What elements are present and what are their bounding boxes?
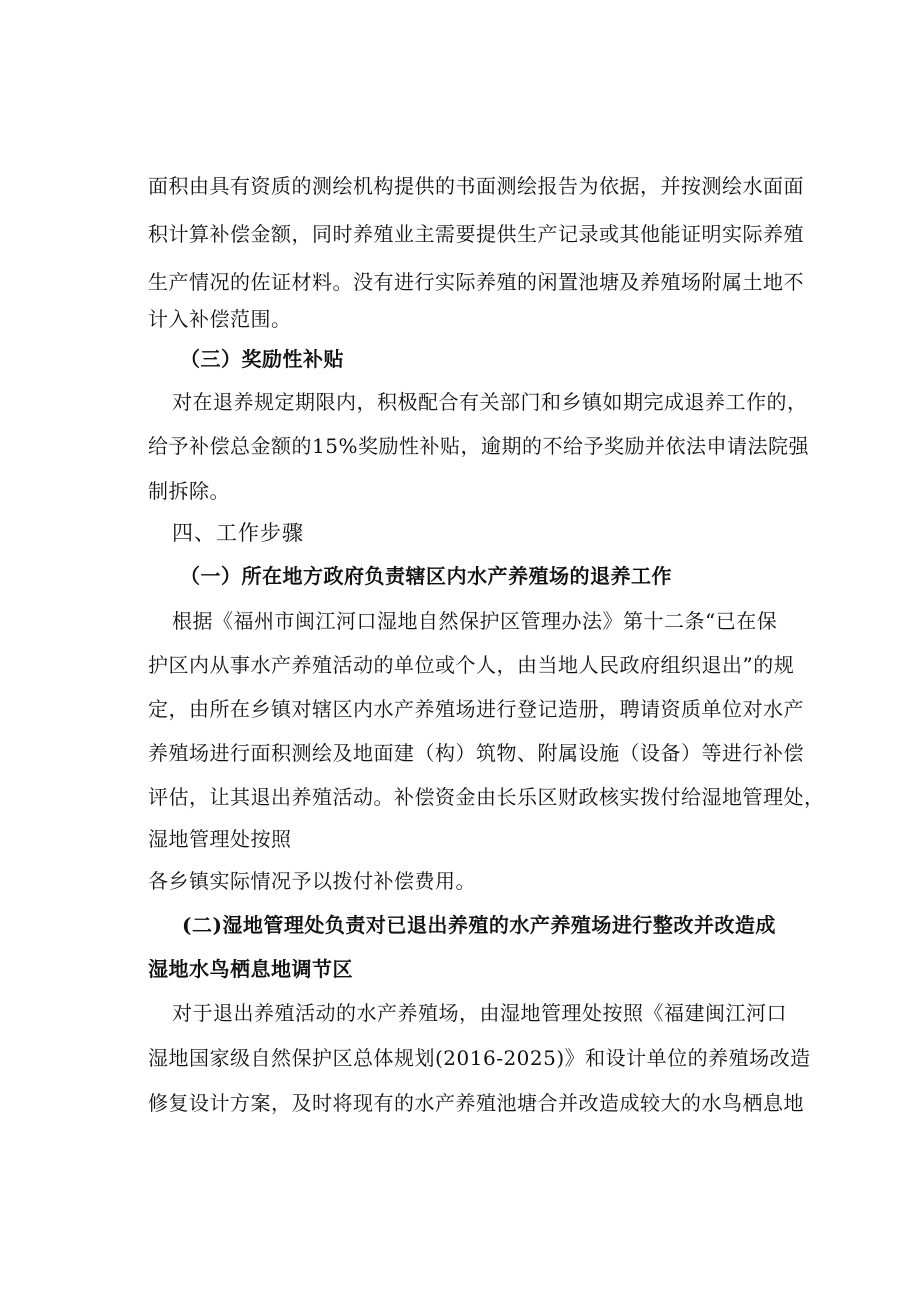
paragraph-line: 湿地国家级自然保护区总体规划(2016-2025)》和设计单位的养殖场改造 [148, 1046, 811, 1070]
paragraph-line: 积计算补偿金额，同时养殖业主需要提供生产记录或其他能证明实际养殖 [148, 222, 804, 246]
paragraph-line: 计入补偿范围。 [148, 307, 292, 331]
paragraph-line: 制拆除。 [148, 479, 230, 503]
subsection-heading: （三）奖励性补贴 [180, 347, 344, 371]
paragraph-line: 护区内从事水产养殖活动的单位或个人，由当地人民政府组织退出”的规 [148, 653, 795, 677]
paragraph-line: 定，由所在乡镇对辖区内水产养殖场进行登记造册，聘请资质单位对水产 [148, 697, 804, 721]
paragraph-line: 面积由具有资质的测绘机构提供的书面测绘报告为依据，并按测绘水面面 [148, 174, 804, 198]
subsection-heading: （一）所在地方政府负责辖区内水产养殖场的退养工作 [180, 564, 672, 588]
paragraph-line: 对在退养规定期限内，积极配合有关部门和乡镇如期完成退养工作的， [172, 390, 808, 414]
paragraph-line: 养殖场进行面积测绘及地面建（构）筑物、附属设施（设备）等进行补偿 [148, 741, 804, 765]
paragraph-line: 生产情况的佐证材料。没有进行实际养殖的闲置池塘及养殖场附属土地不 [148, 270, 804, 294]
subsection-heading: 湿地水鸟栖息地调节区 [148, 957, 353, 981]
paragraph-line: 给予补偿总金额的15%奖励性补贴，逾期的不给予奖励并依法申请法院强 [148, 434, 809, 458]
paragraph-line: 评估，让其退出养殖活动。补偿资金由长乐区财政核实拨付给湿地管理处， [148, 785, 825, 809]
section-heading: 四、工作步骤 [172, 521, 304, 545]
paragraph-line: 各乡镇实际情况予以拨付补偿费用。 [148, 869, 476, 893]
paragraph-line: 对于退出养殖活动的水产养殖场，由湿地管理处按照《福建闽江河口 [172, 1001, 787, 1025]
subsection-heading: (二)湿地管理处负责对已退出养殖的水产养殖场进行整改并改造成 [182, 913, 776, 937]
paragraph-line: 湿地管理处按照 [148, 827, 292, 851]
paragraph-line: 修复设计方案，及时将现有的水产养殖池塘合并改造成较大的水鸟栖息地 [148, 1091, 804, 1115]
paragraph-line: 根据《福州市闽江河口湿地自然保护区管理办法》第十二条“已在保 [172, 609, 778, 633]
